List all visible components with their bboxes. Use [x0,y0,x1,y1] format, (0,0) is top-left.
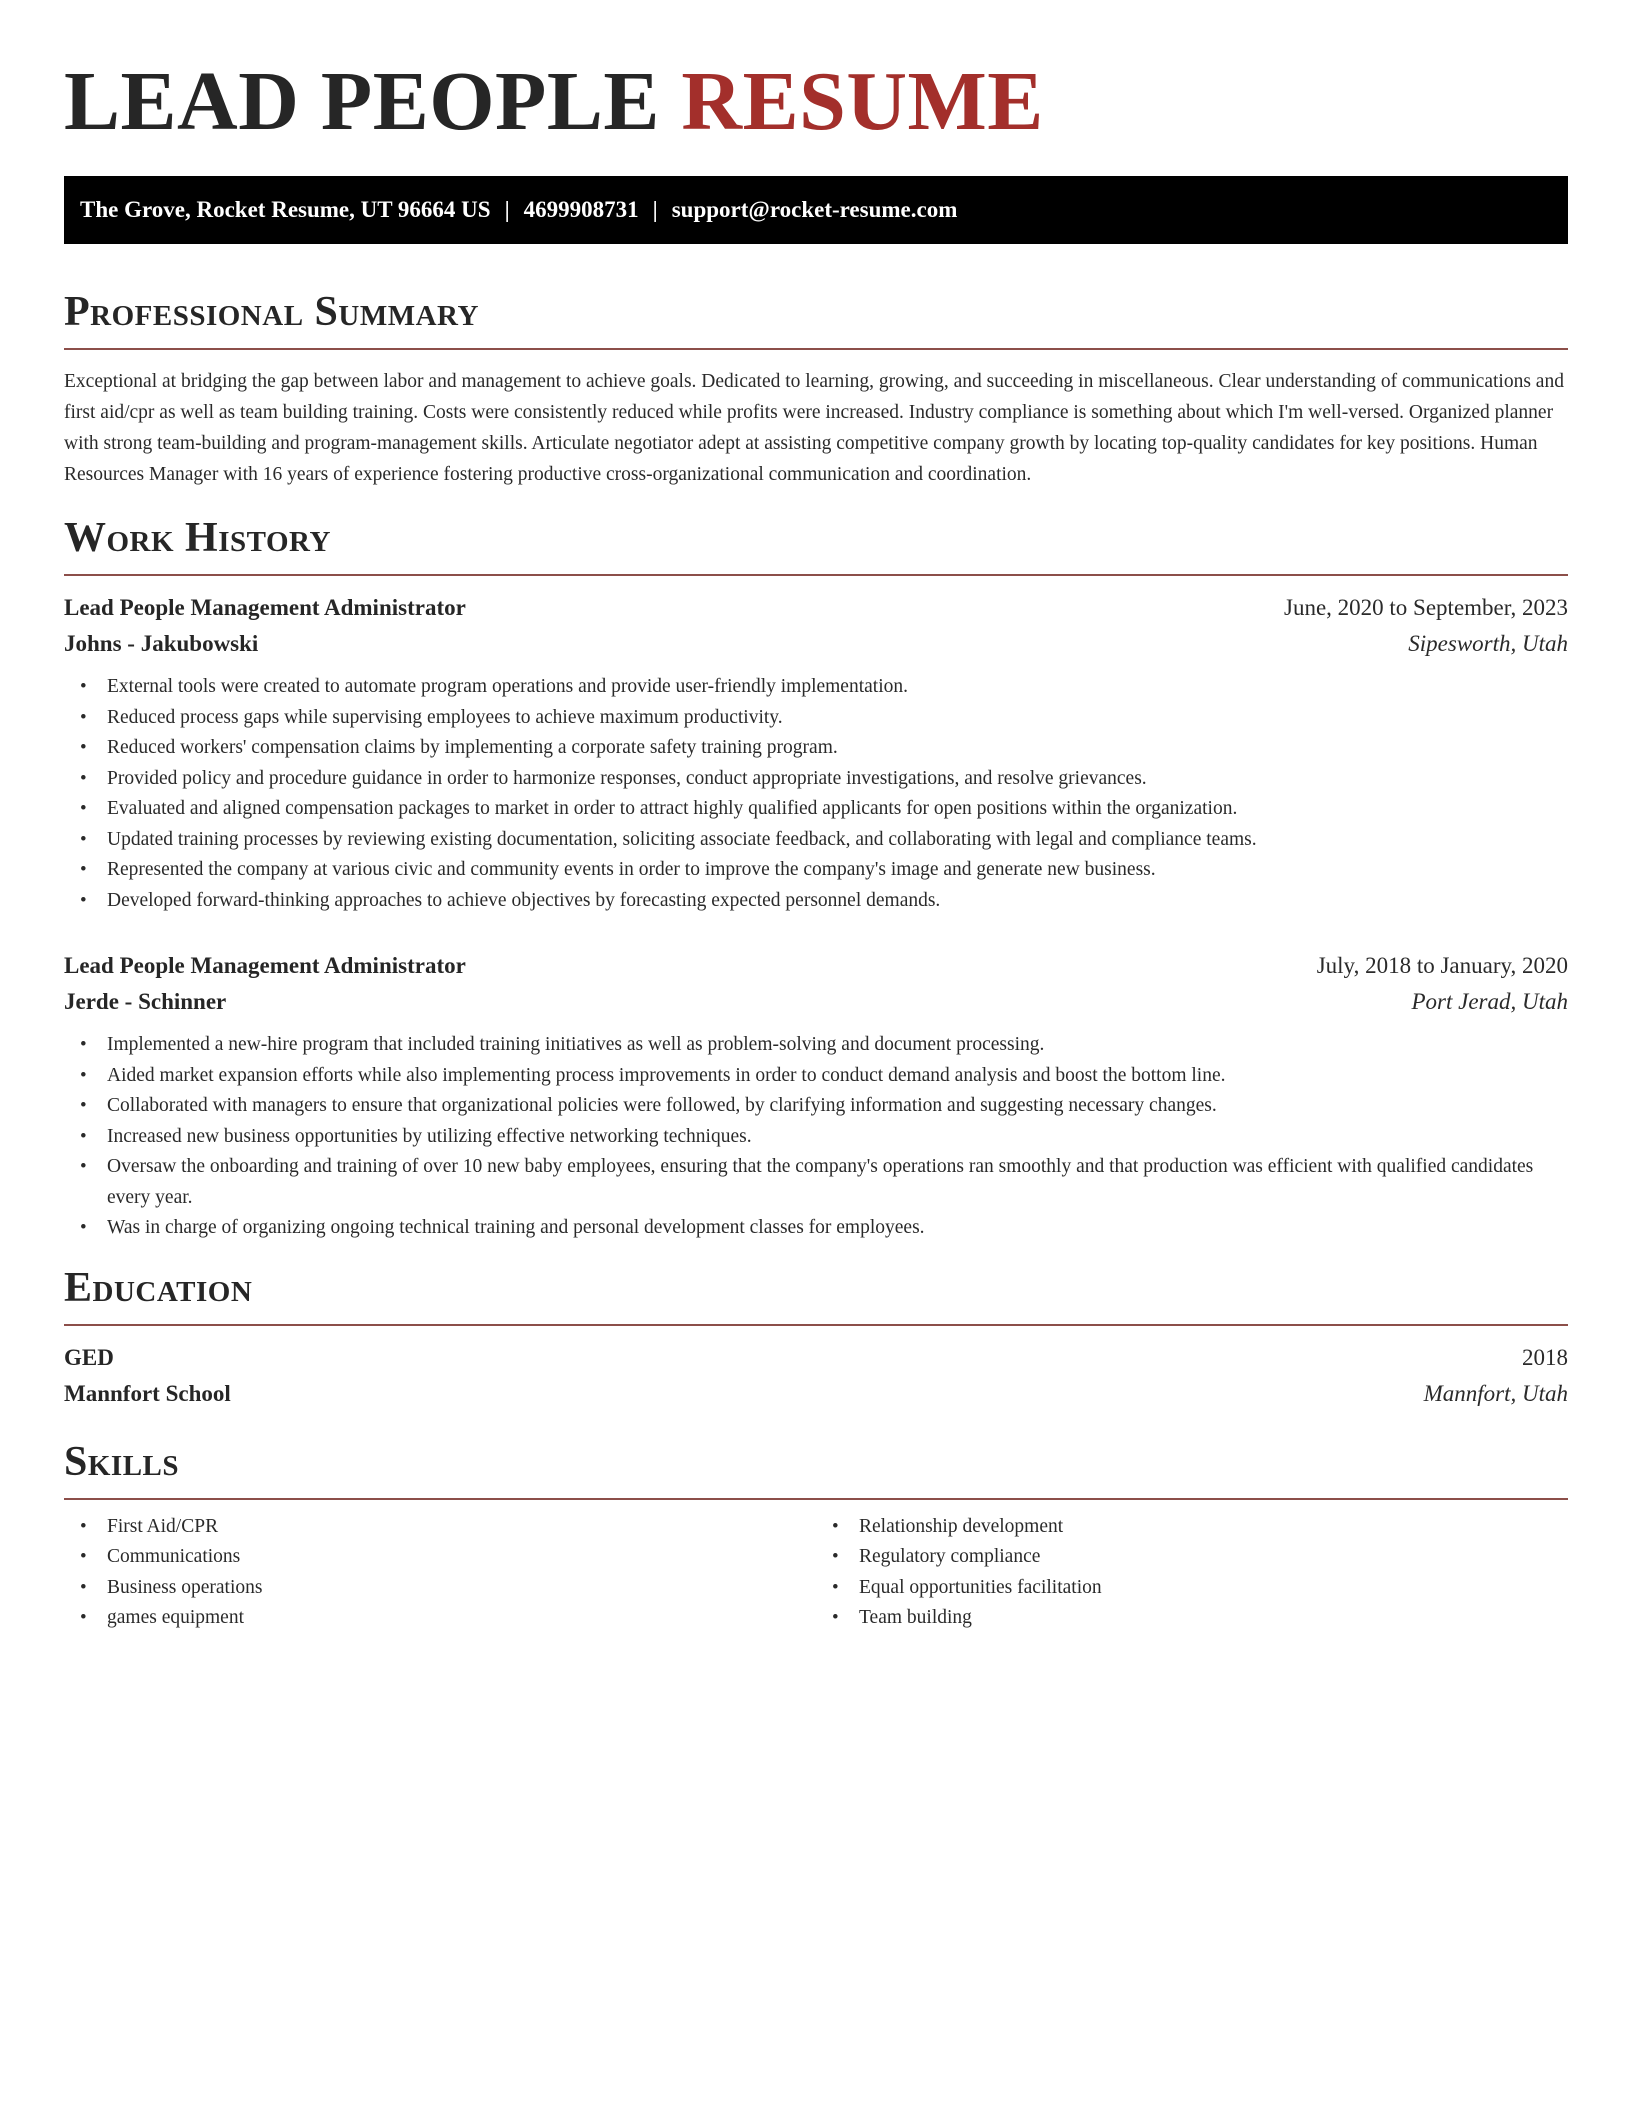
job-bullets [64,672,1568,916]
education-year: 2018 [1522,1344,1568,1370]
section-title-education: Education [64,1264,253,1311]
summary-text: Exceptional at bridging the gap between labor and management to achieve goals. Dedicated to learning, growing, and succeeding in miscellaneous. Clear understanding of communications and first aid/cpr as well as team building training. Costs were consistently reduced while profits were increased. Industry compliance is something about which I'm well-versed. Organized planner with strong team-building and program-management skills. Articulate negotiator adept at assisting competitive company growth by locating top-quality candidates for key positions. Human Resources Manager with 16 years of experience fostering productive cross-organizational communication and coordination. [64,371,1564,485]
education-school: Mannfort School [64,1380,231,1406]
contact-separator: | [504,197,510,222]
job-company-row [64,626,1568,662]
skill-item: • First Aid/CPR [107,1512,816,1543]
list-item: • Provided policy and procedure guidance in order to harmonize responses, conduct appropriate investigations, and resolve grievances. [107,764,1568,795]
section-divider [64,1498,1568,1500]
section-divider [64,574,1568,576]
job-company-row [64,984,1568,1020]
contact-phone[interactable]: 4699908731 [523,197,639,222]
job-bullets [64,1030,1568,1244]
education-location: Mannfort, Utah [1423,1380,1568,1406]
list-item: • Evaluated and aligned compensation packages to market in order to attract highly qualified applicants for open positions within the organization. [107,794,1568,825]
section-title-work-history: Work History [64,515,331,561]
work-history-section [64,514,1568,1244]
list-item: • Represented the company at various civic and community events in order to improve the company's image and generate new business. [107,855,1568,886]
section-title-summary: Professional Summary [64,289,479,335]
education-section [64,1264,1568,1412]
job-header-row [64,590,1568,626]
skill-item: • Equal opportunities facilitation [859,1573,1568,1604]
list-item: • Implemented a new-hire program that included training initiatives as well as problem-solving and document processing. [107,1030,1568,1061]
skills-column-left [64,1512,816,1634]
job-company: Jerde - Schinner [64,989,227,1014]
list-item: • External tools were created to automate program operations and provide user-friendly implementation. [107,672,1568,703]
education-degree-row [64,1340,1568,1376]
contact-bar [64,176,1568,244]
resume-name [64,52,1568,152]
summary-section [64,288,1568,490]
list-item: • Oversaw the onboarding and training of over 10 new baby employees, ensuring that the company's operations ran smoothly and that production was efficient with qualified candidates every year. [107,1152,1568,1213]
skills-column-right [816,1512,1568,1634]
skill-item: • games equipment [107,1603,816,1634]
education-school-row [64,1376,1568,1412]
job-dates: July, 2018 to January, 2020 [1316,953,1568,978]
skill-item: • Communications [107,1542,816,1573]
job-location: Port Jerad, Utah [1411,989,1568,1014]
section-title-skills: Skills [64,1438,180,1485]
list-item: • Updated training processes by reviewing existing documentation, soliciting associate feedback, and collaborating with legal and compliance teams. [107,825,1568,856]
list-item: • Aided market expansion efforts while also implementing process improvements in order to conduct demand analysis and boost the bottom line. [107,1061,1568,1092]
name-accent: RESUME [681,55,1044,148]
skills-section [64,1438,1568,1634]
job-location: Sipesworth, Utah [1408,631,1568,656]
section-divider [64,1324,1568,1326]
list-item: • Reduced workers' compensation claims by implementing a corporate safety training program. [107,733,1568,764]
job-company: Johns - Jakubowski [64,631,259,656]
name-main: LEAD PEOPLE [64,55,660,148]
list-item: • Developed forward-thinking approaches to achieve objectives by forecasting expected personnel demands. [107,886,1568,917]
list-item: • Reduced process gaps while supervising employees to achieve maximum productivity. [107,703,1568,734]
section-divider [64,348,1568,350]
contact-address: The Grove, Rocket Resume, UT 96664 US [80,197,491,222]
job-entry [64,948,1568,1244]
list-item: • Was in charge of organizing ongoing technical training and personal development classes for employees. [107,1213,1568,1244]
skill-item: • Regulatory compliance [859,1542,1568,1573]
resume-page [64,52,1568,1634]
contact-email[interactable]: support@rocket-resume.com [671,197,958,222]
job-entry [64,590,1568,916]
skill-item: • Relationship development [859,1512,1568,1543]
list-item: • Collaborated with managers to ensure that organizational policies were followed, by clarifying information and suggesting necessary changes. [107,1091,1568,1122]
education-degree: GED [64,1344,114,1370]
skills-grid [64,1512,1568,1634]
education-entry [64,1340,1568,1412]
job-title: Lead People Management Administrator [64,595,466,620]
skill-item: • Team building [859,1603,1568,1634]
contact-separator: | [652,197,658,222]
skill-item: • Business operations [107,1573,816,1604]
list-item: • Increased new business opportunities by utilizing effective networking techniques. [107,1122,1568,1153]
job-dates: June, 2020 to September, 2023 [1284,595,1568,620]
job-title: Lead People Management Administrator [64,953,466,978]
job-header-row [64,948,1568,984]
